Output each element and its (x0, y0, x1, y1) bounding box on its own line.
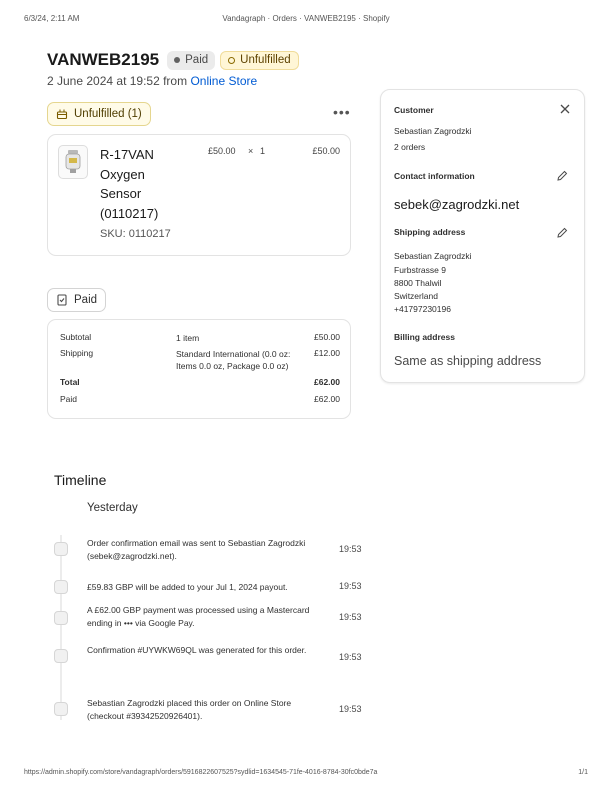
billing-address-heading: Billing address (394, 332, 455, 342)
dot-icon (174, 57, 180, 63)
shipping-address-line: 8800 Thalwil (394, 278, 442, 288)
event-marker-icon (54, 611, 68, 625)
print-datetime: 6/3/24, 2:11 AM (24, 14, 80, 23)
timeline-event-time: 19:53 (339, 704, 362, 714)
payment-status-label: Paid (185, 54, 209, 66)
payment-status-badge (167, 51, 215, 70)
payment-summary-card (47, 319, 351, 419)
unit-price: £50.00 (208, 146, 236, 156)
customer-heading: Customer (394, 105, 434, 115)
print-url: https://admin.shopify.com/store/vandagraph/orders/5916822607525?sydlid=1634545-71fe-4016-8784-30fc0bde7a (24, 769, 378, 776)
shipping-phone: +41797230196 (394, 304, 451, 314)
shipping-label: Shipping (60, 348, 94, 358)
timeline-rail (60, 535, 62, 720)
pencil-icon[interactable] (556, 170, 568, 182)
timeline-event-text: £59.83 GBP will be added to your Jul 1, 2024 payout. (87, 582, 288, 592)
timeline-event-text: A £62.00 GBP payment was processed using a Mastercard ending in ••• via Google Pay. (87, 605, 310, 628)
print-page-number: 1/1 (578, 769, 588, 776)
order-header (47, 50, 304, 70)
unfulfilled-section-label (47, 102, 151, 126)
shipping-address-line: Furbstrasse 9 (394, 265, 446, 275)
contact-heading: Contact information (394, 171, 475, 181)
paid-row-label: Paid (60, 394, 78, 404)
customer-card (380, 89, 585, 383)
oxygen-sensor-icon (64, 149, 82, 175)
line-total: £50.00 (312, 146, 340, 156)
timeline-event-text: Order confirmation email was sent to Sebastian Zagrodzki (sebek@zagrodzki.net). (87, 538, 306, 561)
customer-email-link[interactable]: sebek@zagrodzki.net (394, 197, 520, 212)
shipping-address-line: Switzerland (394, 291, 438, 301)
product-title-link[interactable]: R-17VAN Oxygen Sensor (0110217) (100, 147, 159, 221)
paid-section-label (47, 288, 106, 312)
timeline-event-time: 19:53 (339, 652, 362, 662)
order-number: VANWEB2195 (47, 50, 160, 69)
item-quantity: 1 (260, 146, 266, 156)
subtotal-amount: £50.00 (314, 332, 340, 342)
event-marker-icon (54, 542, 68, 556)
timeline-event-time: 19:53 (339, 544, 362, 554)
timeline-heading: Timeline (54, 472, 107, 488)
shipping-address-heading: Shipping address (394, 227, 466, 237)
product-thumbnail[interactable] (58, 145, 88, 179)
multiply-sign: × (248, 146, 254, 156)
fulfillment-status-label: Unfulfilled (240, 54, 291, 66)
total-amount: £62.00 (314, 377, 340, 387)
product-sku: SKU: 0110217 (100, 228, 171, 240)
fulfillment-status-badge (220, 51, 299, 70)
subtotal-detail: 1 item (176, 333, 200, 343)
sales-channel-link[interactable]: Online Store (190, 74, 258, 88)
event-marker-icon (54, 580, 68, 594)
shipping-detail: Standard International (0.0 oz: Items 0.0 oz, Package 0.0 oz) (176, 349, 291, 371)
paid-label: Paid (74, 294, 98, 306)
order-placed-info (47, 74, 257, 88)
unfulfilled-count-label: Unfulfilled (1) (74, 108, 142, 120)
receipt-check-icon (56, 294, 68, 306)
timeline-event-text: Confirmation #UYWKW69QL was generated for this order. (87, 645, 307, 655)
customer-orders-link[interactable]: 2 orders (394, 142, 426, 152)
package-icon (56, 108, 68, 120)
ring-icon (228, 57, 235, 64)
shipping-amount: £12.00 (314, 348, 340, 358)
billing-address-value: Same as shipping address (394, 354, 542, 368)
total-label: Total (60, 377, 80, 387)
print-page-title: Vandagraph · Orders · VANWEB2195 · Shopify (222, 14, 390, 23)
event-marker-icon (54, 649, 68, 663)
pencil-icon[interactable] (556, 227, 568, 239)
customer-name-link[interactable]: Sebastian Zagrodzki (394, 126, 472, 136)
order-placed-text: 2 June 2024 at 19:52 from (47, 74, 188, 88)
line-item-card (47, 134, 351, 256)
timeline-day-label: Yesterday (87, 502, 138, 514)
timeline-event-text: Sebastian Zagrodzki placed this order on Online Store (checkout #39342520926401). (87, 698, 292, 721)
event-marker-icon (54, 702, 68, 716)
shipping-address-line: Sebastian Zagrodzki (394, 251, 472, 261)
paid-amount: £62.00 (314, 394, 340, 404)
close-icon[interactable] (560, 104, 570, 114)
more-actions-icon[interactable]: ••• (333, 104, 351, 120)
timeline-event-time: 19:53 (339, 581, 362, 591)
timeline-event-time: 19:53 (339, 612, 362, 622)
subtotal-label: Subtotal (60, 332, 92, 342)
